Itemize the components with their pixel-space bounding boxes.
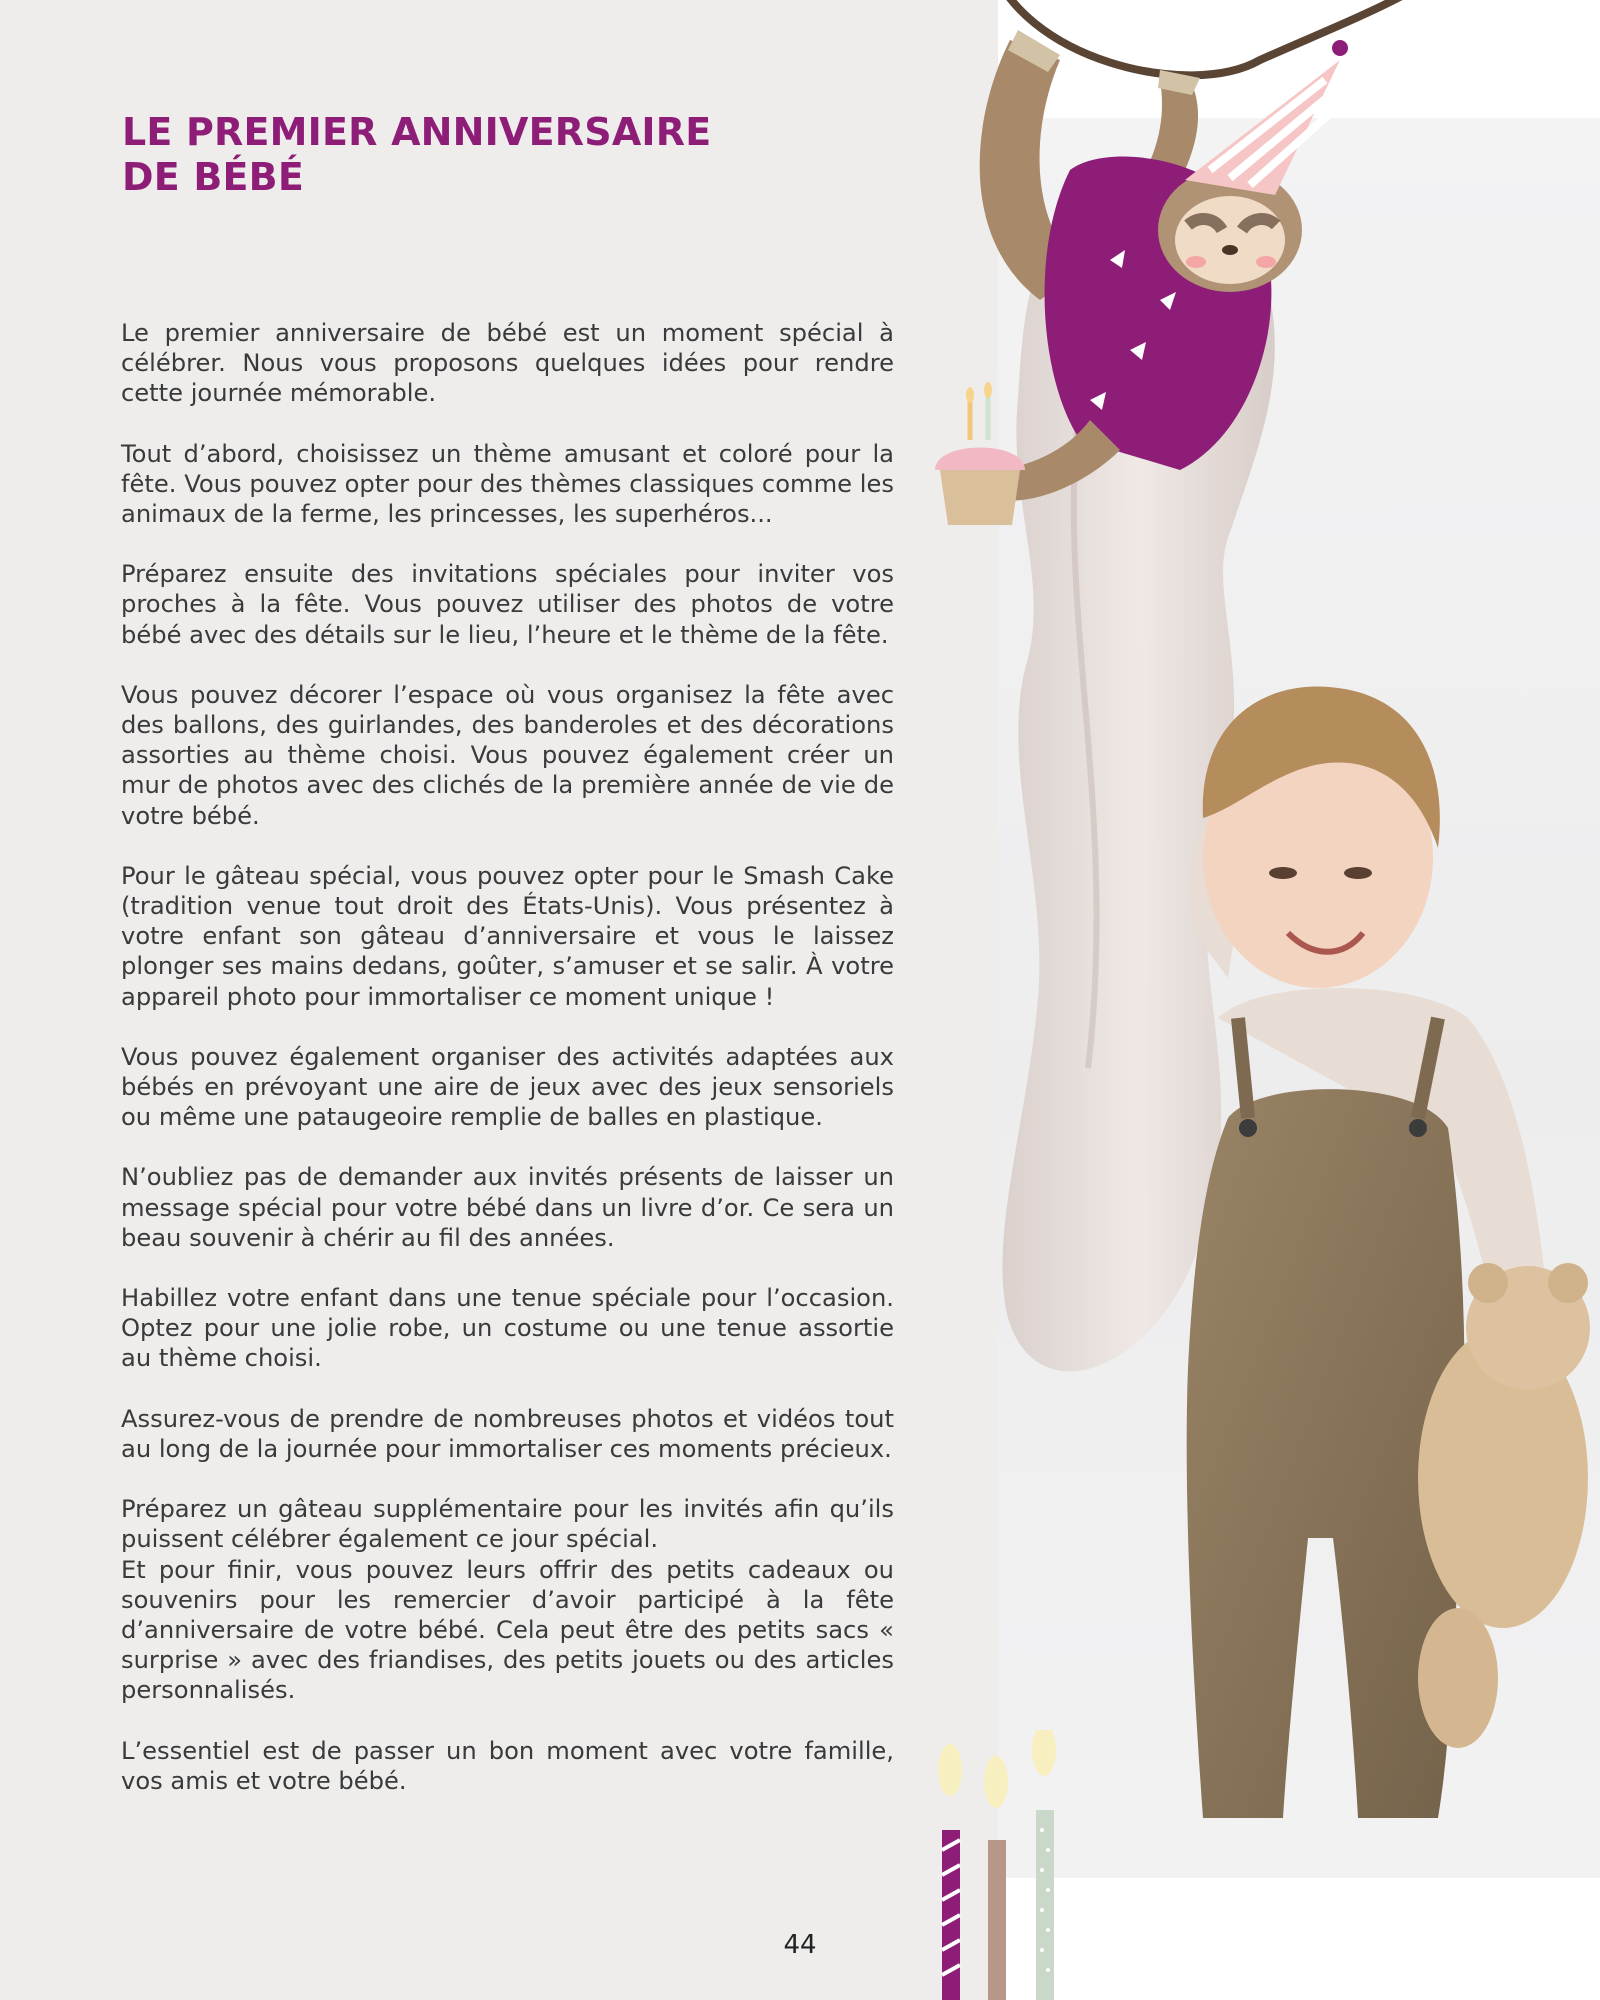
paragraph: Habillez votre enfant dans une tenue spéciale pour l’occasion. Optez pour une jolie robe, un costume ou une tenue assortie au thème choisi. [121, 1284, 894, 1373]
paragraph: Préparez un gâteau supplémentaire pour les invités afin qu’ils puissent célébrer également ce jour spécial. [121, 1495, 894, 1554]
paragraph: Et pour finir, vous pouvez leurs offrir des petits cadeaux ou souvenirs pour les remercier d’avoir participé à la fête d’anniversaire de votre bébé. Cela peut être des petits sacs « surprise » avec des friandises, des petits jouets ou des articles personnalisés. [121, 1555, 894, 1705]
page-number: 44 [783, 1930, 817, 1960]
title-line-2: DE BÉBÉ [122, 155, 304, 199]
page-title [122, 110, 822, 200]
paragraph: Pour le gâteau spécial, vous pouvez opter pour le Smash Cake (tradition venue tout droit des États-Unis). Vous présentez à votre enfant son gâteau d’anniversaire et vous le laissez plonger ses mains dedans, goûter, s’amuser et se salir. À votre appareil photo pour immortaliser ce moment unique ! [121, 861, 894, 1011]
paragraph: L’essentiel est de passer un bon moment avec votre famille, vos amis et votre bébé. [121, 1736, 894, 1795]
paragraph: Le premier anniversaire de bébé est un moment spécial à célébrer. Nous vous proposons quelques idées pour rendre cette journée mémorable. [121, 319, 894, 408]
title-line-1: LE PREMIER ANNIVERSAIRE [122, 110, 712, 154]
paragraph: Vous pouvez également organiser des activités adaptées aux bébés en prévoyant une aire de jeux avec des jeux sensoriels ou même une pataugeoire remplie de balles en plastique. [121, 1042, 894, 1132]
paragraph: Tout d’abord, choisissez un thème amusant et coloré pour la fête. Vous pouvez opter pour des thèmes classiques comme les animaux de la ferme, les princesses, les superhéros... [121, 439, 894, 529]
article-body [121, 318, 894, 1826]
paragraph: Vous pouvez décorer l’espace où vous organisez la fête avec des ballons, des guirlandes, des banderoles et des décorations assorties au thème choisi. Vous pouvez également créer un mur de photos avec des clichés de la première année de vie de votre bébé. [121, 680, 894, 830]
sloth-party-hat-illustration [930, 0, 1450, 540]
paragraph: Préparez ensuite des invitations spéciales pour inviter vos proches à la fête. Vous pouvez utiliser des photos de votre bébé avec des détails sur le lieu, l’heure et le thème de la fête. [121, 560, 894, 649]
paragraph: Assurez-vous de prendre de nombreuses photos et vidéos tout au long de la journée pour immortaliser ces moments précieux. [121, 1404, 894, 1463]
birthday-candles-icon [920, 1730, 1080, 2000]
paragraph: N’oubliez pas de demander aux invités présents de laisser un message spécial pour votre bébé dans un livre d’or. Ce sera un beau souvenir à chérir au fil des années. [121, 1163, 894, 1252]
